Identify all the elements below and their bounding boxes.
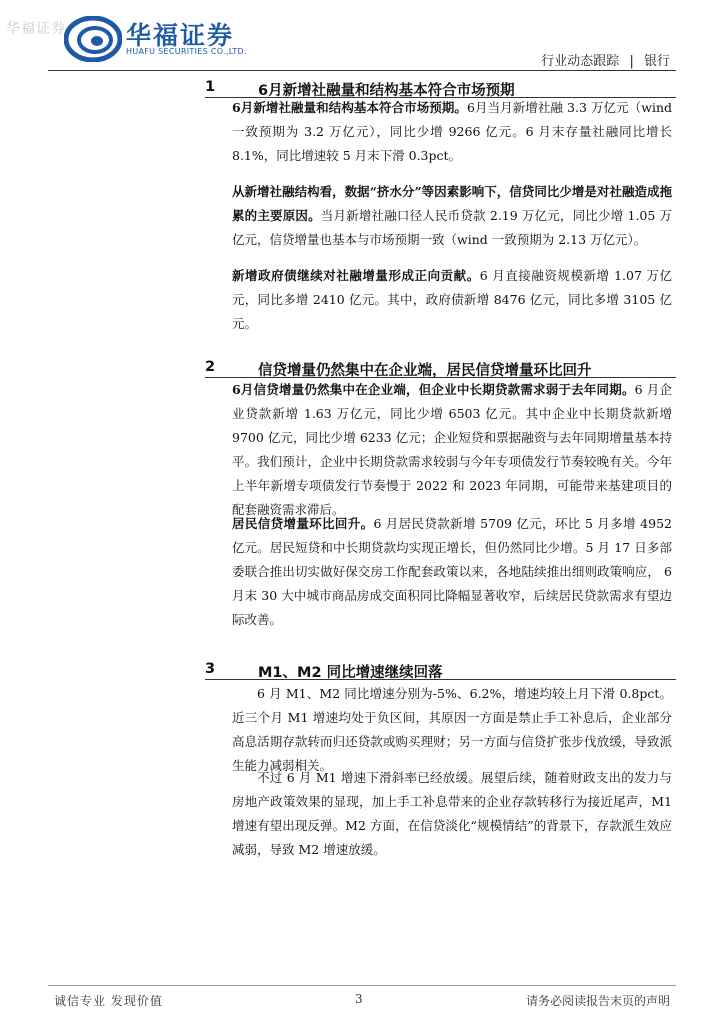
- header-divider: [48, 70, 676, 71]
- paragraph: [232, 96, 672, 168]
- watermark-text: 华福证券: [6, 21, 66, 37]
- footer-divider: [48, 985, 676, 986]
- report-category: [541, 50, 670, 69]
- paragraph-body: 不过 6 月 M1 增速下滑斜率已经放缓。展望后续，随着财政支出的发力与房地产政策效果的显现，加上手工补息带来的企业存款转移行为接近尾声，M1 增速有望出现反弹。M2 方面，在信贷淡化“规模情结”的背景下，存款派生效应减弱，导致 M2 增速放缓。: [232, 770, 672, 857]
- paragraph-lead: 新增政府债继续对社融增量形成正向贡献。: [232, 268, 480, 283]
- industry-label: 银行: [643, 54, 670, 69]
- logo-name-cn: 华福证券: [126, 21, 235, 50]
- section-number: 3: [205, 661, 216, 677]
- paragraph-body: 6 月直接融资规模新增 1.07 万亿元，同比多增 2410 亿元。其中，政府债新增 8476 亿元，同比多增 3105 亿元。: [232, 268, 672, 331]
- paragraph-lead: 居民信贷增量环比回升。: [232, 516, 374, 531]
- report-type: 行业动态跟踪: [541, 54, 620, 69]
- section-title: 6月新增社融量和结构基本符合市场预期: [258, 83, 515, 99]
- footer-disclaimer: 请务必阅读报告末页的声明: [525, 994, 670, 1008]
- footer-slogan: 诚信专业 发现价值: [54, 994, 163, 1008]
- paragraph-body: 6 月居民贷款新增 5709 亿元，环比 5 月多增 4952 亿元。居民短贷和中长期贷款均实现正增长，但仍然同比少增。5 月 17 日多部委联合推出切实做好保交房工作配套政策以来，各地陆续推出细则政策响应， 6 月末 30 大中城市商品房成交面积同比降幅显著收窄，后续居民贷款需求有望边际改善。: [232, 516, 672, 627]
- header-separator: |: [629, 54, 634, 69]
- paragraph: [232, 682, 672, 778]
- paragraph-lead: 6月信贷增量仍然集中在企业端，但企业中长期贷款需求弱于去年同期。: [232, 382, 635, 397]
- section-title: 信贷增量仍然集中在企业端，居民信贷增量环比回升: [258, 363, 592, 379]
- section-number: 1: [205, 79, 216, 95]
- paragraph-body: 6 月 M1、M2 同比增速分别为-5%、6.2%，增速均较上月下滑 0.8pct。近三个月 M1 增速均处于负区间，其原因一方面是禁止手工补息后，企业部分高息活期存款转而归还贷款或购买理财；另一方面与信贷扩张步伐放缓，导致派生能力减弱相关。: [232, 686, 672, 773]
- paragraph: [232, 264, 672, 336]
- section-divider: [205, 679, 676, 680]
- paragraph-body: 6月当月新增社融 3.3 万亿元（wind 一致预期为 3.2 万亿元），同比少增 9266 亿元。6 月末存量社融同比增长 8.1%，同比增速较 5 月末下滑 0.3pct。: [232, 100, 673, 163]
- paragraph: [232, 378, 672, 522]
- section-title: M1、M2 同比增速继续回落: [258, 665, 443, 681]
- logo-swirl-icon: [64, 16, 122, 62]
- paragraph-lead: 6月新增社融量和结构基本符合市场预期。: [232, 100, 468, 115]
- paragraph: [232, 766, 672, 862]
- page-number: 3: [355, 992, 363, 1006]
- paragraph-lead: 从新增社融结构看，数据“挤水分”等因素影响下，信贷同比少增是对社融造成拖累的主要原因。: [232, 184, 672, 223]
- paragraph-body: 当月新增社融口径人民币贷款 2.19 万亿元，同比少增 1.05 万亿元，信贷增量也基本与市场预期一致（wind 一致预期为 2.13 万亿元）。: [232, 208, 672, 247]
- logo-name-en: HUAFU SECURITIES CO.,LTD.: [126, 47, 247, 56]
- company-logo: [64, 14, 274, 66]
- paragraph: [232, 512, 672, 632]
- paragraph: [232, 180, 672, 252]
- section-number: 2: [205, 359, 216, 375]
- paragraph-body: 6 月企业贷款新增 1.63 万亿元，同比少增 6503 亿元。其中企业中长期贷款新增 9700 亿元，同比少增 6233 亿元；企业短贷和票据融资与去年同期增量基本持平。我们预计，企业中长期贷款需求较弱与今年专项债发行节奏较晚有关。今年上半年新增专项债发行节奏慢于 2022 和 2023 年同期，可能带来基建项目的配套融资需求滞后。: [232, 382, 672, 517]
